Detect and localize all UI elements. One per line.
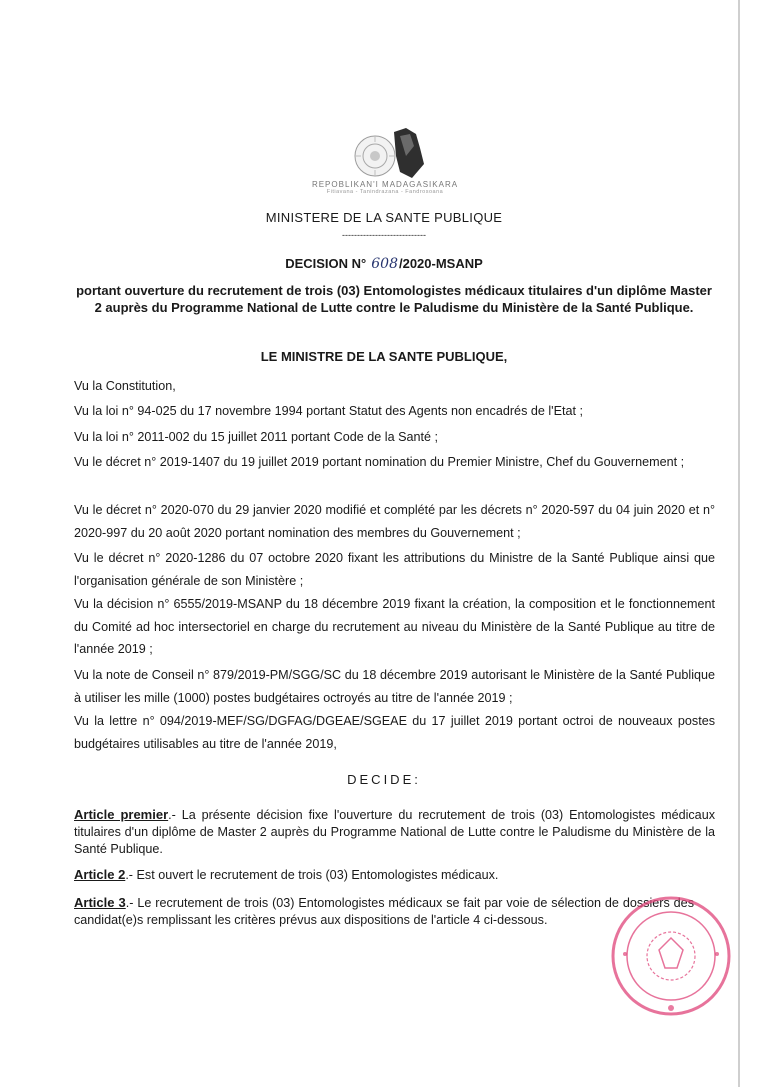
ministry-heading: MINISTERE DE LA SANTE PUBLIQUE xyxy=(265,210,503,225)
article-text: .- Est ouvert le recrutement de trois (03) Entomologistes médicaux. xyxy=(125,868,499,882)
madagascar-emblem-icon xyxy=(350,126,440,182)
article-label: Article premier xyxy=(74,807,169,822)
decide-heading: DECIDE: xyxy=(347,772,421,787)
article-label: Article 3 xyxy=(74,895,126,910)
vu-paragraph: Vu la Constitution, xyxy=(74,379,176,393)
republic-name: REPOBLIKAN'I MADAGASIKARA xyxy=(311,180,459,189)
decision-suffix: /2020-MSANP xyxy=(398,256,483,271)
decision-title: portant ouverture du recrutement de trois (03) Entomologistes médicaux titulaires d'un diplôme Master 2 auprès du Programme National de Lutte contre le Paludisme du Ministère de la Santé Publique. xyxy=(76,283,712,315)
article-text: .- Le recrutement de trois (03) Entomologistes médicaux se fait par voie de sélection de dossiers des candidat(e)s remplissant les critères prévus aux dispositions de l'article 4 ci-dessous. xyxy=(74,896,694,927)
decision-prefix: DECISION N° xyxy=(285,256,367,271)
vu-paragraph: Vu la loi n° 94-025 du 17 novembre 1994 portant Statut des Agents non encadrés de l'Etat ; xyxy=(74,404,583,418)
vu-paragraph: Vu le décret n° 2019-1407 du 19 juillet 2019 portant nomination du Premier Ministre, Chef du Gouvernement ; xyxy=(74,455,685,469)
vu-paragraph: Vu la loi n° 2011-002 du 15 juillet 2011 portant Code de la Santé ; xyxy=(74,430,438,444)
heading-separator: ---------------------------- xyxy=(342,230,426,240)
vu-paragraph: Vu le décret n° 2020-1286 du 07 octobre 2020 fixant les attributions du Ministre de la Santé Publique ainsi que l'organisation générale de son Ministère ; xyxy=(74,551,715,588)
article-paragraph xyxy=(74,866,715,884)
article-paragraph xyxy=(74,806,715,858)
handwritten-decision-number: 608 xyxy=(371,256,398,272)
vu-paragraph: Vu la décision n° 6555/2019-MSANP du 18 décembre 2019 fixant la création, la composition et le fonctionnement du Comité ad hoc intersectoriel en charge du recrutement au niveau du Ministère de la Santé Publique au titre de l'année 2019 ; xyxy=(74,597,715,656)
vu-paragraph: Vu le décret n° 2020-070 du 29 janvier 2020 modifié et complété par les décrets n° 2020-597 du 04 juin 2020 et n° 2020-997 du 20 août 2020 portant nomination des membres du Gouvernement ; xyxy=(74,503,715,540)
minister-heading: LE MINISTRE DE LA SANTE PUBLIQUE, xyxy=(260,349,508,364)
vu-paragraph: Vu la lettre n° 094/2019-MEF/SG/DGFAG/DGEAE/SGEAE du 17 juillet 2019 portant octroi de nouveaux postes budgétaires utilisables au titre de l'année 2019, xyxy=(74,714,715,751)
ministry-seal-stamp-icon xyxy=(595,888,743,1028)
republic-motto: Fitiavana - Tanindrazana - Fandrosoana xyxy=(326,189,444,195)
decision-number xyxy=(0,256,768,272)
article-label: Article 2 xyxy=(74,867,126,882)
vu-paragraph: Vu la note de Conseil n° 879/2019-PM/SGG/SC du 18 décembre 2019 autorisant le Ministère de la Santé Publique à utiliser les mille (1000) postes budgétaires octroyés au titre de l'année 2019 ; xyxy=(74,668,715,705)
article-text: .- La présente décision fixe l'ouverture du recrutement de trois (03) Entomologistes médicaux titulaires d'un diplôme de Master 2 auprès du Programme National de Lutte contre le Paludisme du Ministère de la Santé Publique. xyxy=(74,808,715,856)
